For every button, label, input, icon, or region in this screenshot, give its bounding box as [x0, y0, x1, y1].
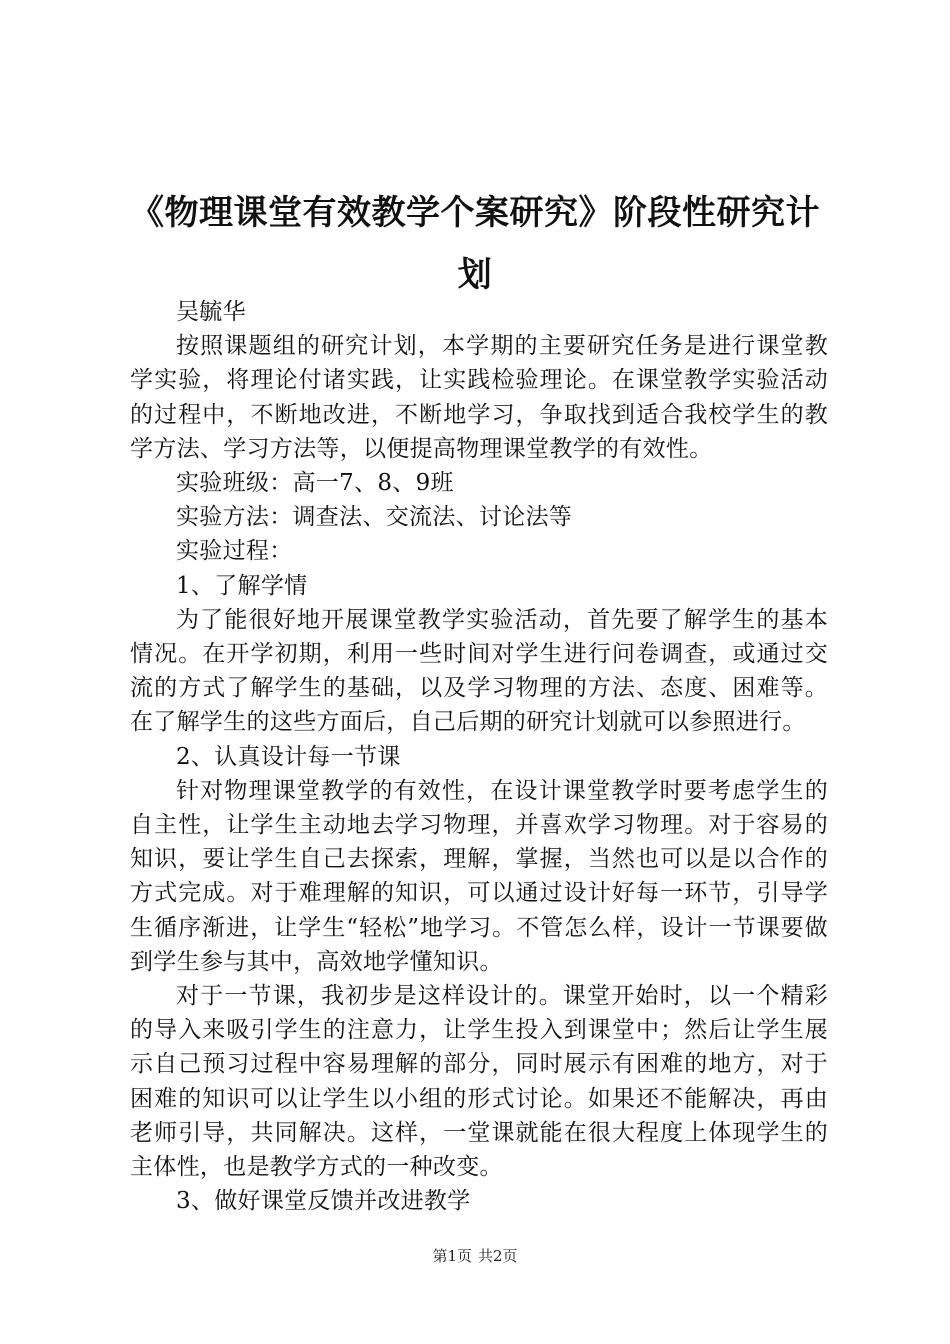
paragraph-process-heading: 实验过程：: [176, 538, 293, 565]
paragraph-section-1: 为了能很好地开展课堂教学实验活动，首先要了解学生的基本情况。在开学初期，利用一些时间对学生进行问卷调查，或通过交流的方式了解学生的基础，以及学习物理的方法、态度、困难等。在了解学生的这些方面后，自己后期的研究计划就可以参照进行。: [130, 606, 828, 736]
page-number: 第1页: [432, 1247, 472, 1265]
page-footer: [0, 1246, 950, 1266]
section-heading-3: 3、做好课堂反馈并改进教学: [176, 1188, 471, 1215]
author-line: 吴毓华: [176, 299, 246, 325]
section-heading-2: 2、认真设计每一节课: [176, 743, 401, 770]
section-heading-1: 1、了解学情: [176, 572, 308, 599]
document-title: 《物理课堂有效教学个案研究》阶段性研究计划: [130, 193, 820, 295]
page-total: 共2页: [478, 1247, 518, 1265]
document-body: [130, 295, 828, 1218]
paragraph-methods: 实验方法：调查法、交流法、讨论法等: [176, 504, 573, 531]
paragraph-section-2a: 针对物理课堂教学的有效性，在设计课堂教学时要考虑学生的自主性，让学生主动地去学习物理，并喜欢学习物理。对于容易的知识，要让学生自己去探索，理解，掌握，当然也可以是以合作的方式完成。对于难理解的知识，可以通过设计好每一环节，引导学生循序渐进，让学生“轻松”地学习。不管怎么样，设计一节课要做到学生参与其中，高效地学懂知识。: [130, 777, 828, 975]
paragraph-classes: 实验班级：高一7、8、9班: [176, 470, 454, 497]
paragraph-section-2b: 对于一节课，我初步是这样设计的。课堂开始时，以一个精彩的导入来吸引学生的注意力，让学生投入到课堂中；然后让学生展示自己预习过程中容易理解的部分，同时展示有困难的地方，对于困难的知识可以让学生以小组的形式讨论。如果还不能解决，再由老师引导，共同解决。这样，一堂课就能在很大程度上体现学生的主体性，也是教学方式的一种改变。: [130, 983, 828, 1181]
paragraph-intro: 按照课题组的研究计划，本学期的主要研究任务是进行课堂教学实验，将理论付诸实践，让实践检验理论。在课堂教学实验活动的过程中，不断地改进，不断地学习，争取找到适合我校学生的教学方法、学习方法等，以便提高物理课堂教学的有效性。: [130, 333, 828, 462]
